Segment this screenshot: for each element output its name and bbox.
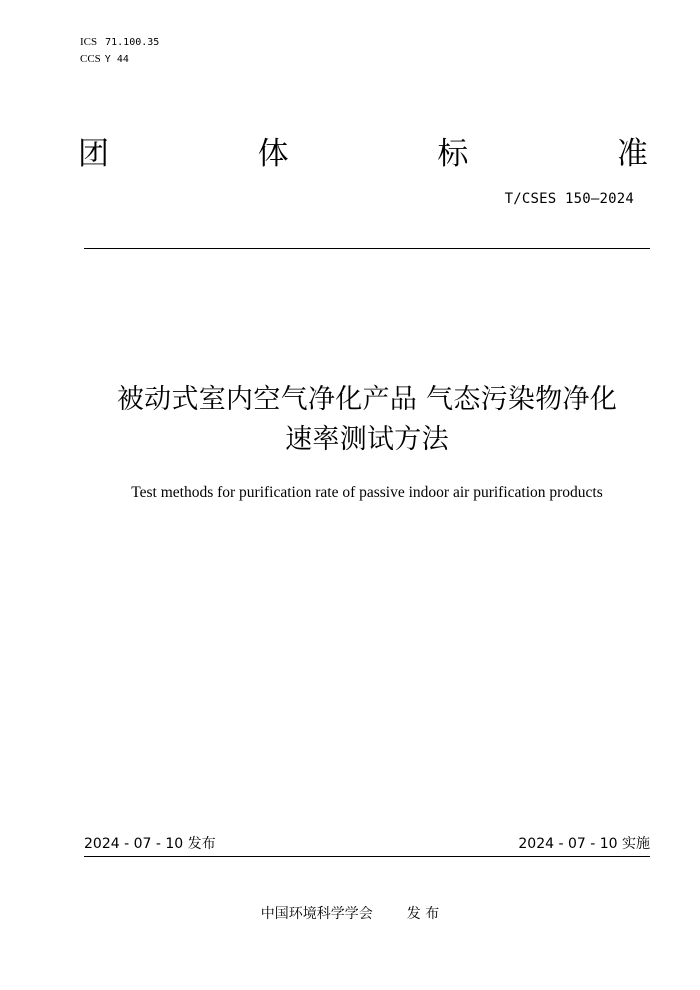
ccs-label: CCS [80,53,101,65]
implementation-date: 2024 - 07 - 10 实施 [518,836,650,852]
standard-type-char: 准 [616,136,648,172]
ics-code: 71.100.35 [105,37,160,48]
ccs-row [80,51,159,68]
english-title: Test methods for purification rate of passive indoor air purification products [131,484,603,501]
chinese-title [70,380,664,460]
bottom-divider [84,856,650,857]
standard-number: T/CSES 150—2024 [504,191,634,207]
standard-type-char: 标 [437,136,469,172]
top-divider [84,248,650,249]
issue-date: 2024 - 07 - 10 发布 [84,836,216,852]
chinese-title-line-2: 速率测试方法 [285,424,449,455]
classification-codes [80,34,159,68]
ics-label: ICS [80,36,98,48]
ics-row [80,34,159,51]
publisher-organization: 中国环境科学学会 [260,906,373,922]
ccs-code: Y 44 [104,54,129,65]
standard-type-char: 团 [78,136,109,172]
standard-type-char: 体 [257,136,289,172]
chinese-title-line-1: 被动式室内空气净化产品 气态污染物净化 [116,384,618,415]
publisher-line [0,904,700,924]
standard-type-heading [78,132,648,176]
publisher-action: 发 布 [406,906,440,922]
